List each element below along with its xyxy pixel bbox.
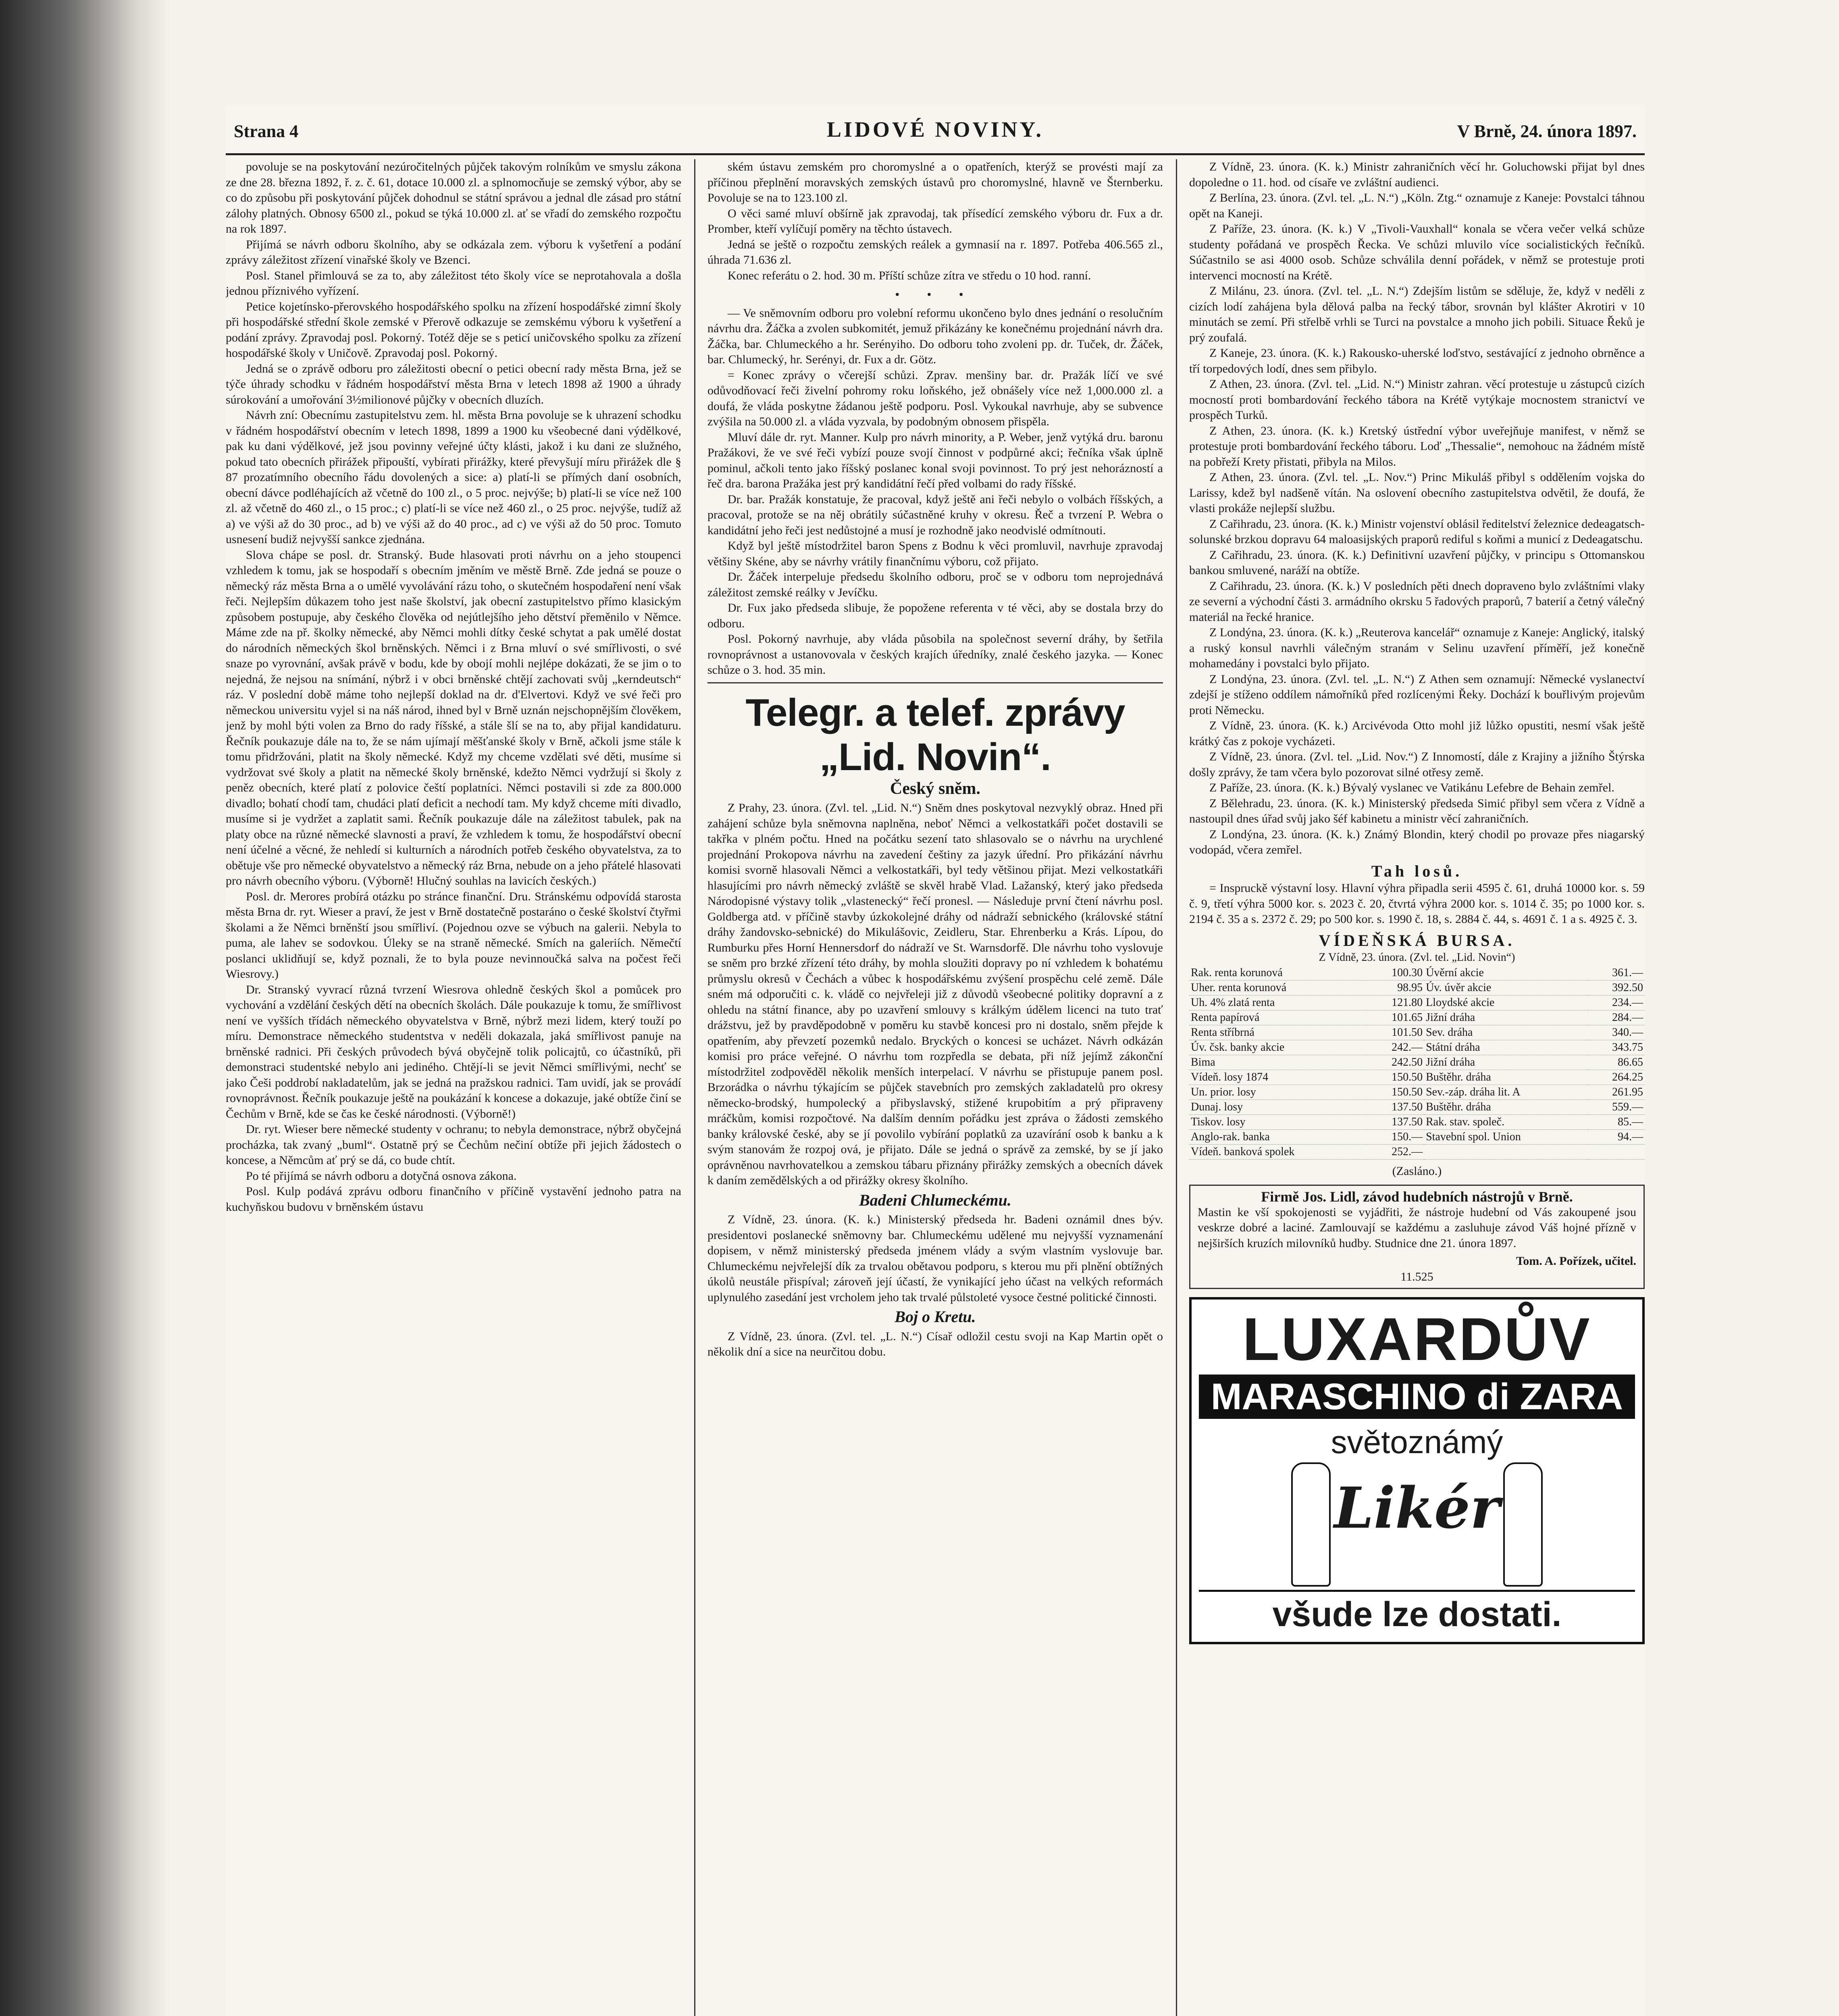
- stock-name: Un. prior. losy: [1189, 1085, 1367, 1100]
- article-paragraph: Z Prahy, 23. února. (Zvl. tel. „Lid. N.“) Sněm dnes poskytoval nezvyklý obraz. Hned při zahájení schůze byla sněmovna naplněna, neboť Němci a velkostatkáři počet dostavili se takřka v plném počtu. Hned na počátku sezení tato shlasovalo se o návrhu na urychlené projednání Prokopova návrhu na zavedení češtiny za jazyk úřední. Pro přikázání návrhu komisi svorně hlasovali Němci a velkostatkáři, byl tedy většinou přijat. Mezi velkostatkáři hlasujícími pro návrh německý zvláště se skvěl hrabě Vlad. Lažanský, který jako předseda Národopisné výstavy tolik „vlastenecký“ řečí pronesl. — Následuje první čtení návrhu posl. Goldberga atd. v příčině stavby úzkokolejné dráhy od nádraží sebnického (královské státní dráhy žandovsko-sebnické) do Mikulášovic, Zeidleru, Star. Ehrenberku a Krás. Lípou, do Rumburku přes Horní Hennersdorf do nádraží ve St. Warnsdorfě. Dle návrhu toho vyslovuje se sněm pro brzké zřízení této dráhy, by mohla sloužiti dopravy po ní vzhledem k bohatému průmyslu okresů v Čechách a vůbec k hospodářskému zvýšení prospěchu celé země. Dále sném má odporučiti c. k. vládě co nejvřeleji již z důvodů všeobecné politiky dopravní a z ohledu na státní finance, aby po uzavření smlouvy s králkým údělem licenci na tuto trať drážstvu, jež by pravděpodobně v poměru ku stavbě koncesi pro ni dostalo, sněm přejde k opatřením, aby převzetí pozemků nedalo. Bryckých o koncesi se ucházet. Návrh odkázán komisi pro práce veřejné. O návrhu tom rozpředla se debata, při níž jejímž zákonční místodržitel zodpověděl několik menších interpelací. V návrhu se přistupuje panem posl. Brzorádka o návrhu týkajícím se půjček stavebních pro zemských zakladatelů pro okresy německo-brodský, humpolecký a přibyslavský, stižené krupobitím a prý připraveny mráčkům, komisi rozpočtové. Na dalším denním pořádku jest zpráva o žádosti zemského banky královské české, aby se jí povolilo vybírání poplatků za uzavírání osob k banku a k svým stanovám že rozpoj ová, je přijato. Dále se jedná o správě za zemské, by se jí jako oprávněnou navrhovatelkou a zemskou tábaru přiznány přirážky zemských a obecních dávek k daním zemědělských a od přirážky okresy školního.: [707, 801, 1163, 1187]
- stock-name: Vídeň. banková spolek: [1189, 1144, 1367, 1159]
- sent-in-label: (Zasláno.): [1392, 1164, 1442, 1178]
- stock-row: [1189, 1144, 1645, 1159]
- article-paragraph: Z Bělehradu, 23. února. (K. k.) Ministerský předseda Simić přibyl sem včera z Vídně a nastoupil dnes úřad svůj jako šéf kabinetu a ministr věcí zahraničních.: [1189, 796, 1645, 825]
- stock-row: [1189, 966, 1645, 981]
- article-paragraph: Z Athen, 23. února. (Zvl. tel. „L. Nov.“) Princ Mikuláš přibyl s oddělením vojska do Larissy, kdež byl nadšeně vítán. Na oslovení obecního zastupitelstva odvětil, že doufá, že vlasti prokáže nejlepší službu.: [1189, 471, 1645, 515]
- column-2: [707, 159, 1163, 2016]
- column-1: [226, 159, 681, 2016]
- stock-price: 284.—: [1588, 1010, 1645, 1025]
- stock-price: 242.—: [1367, 1040, 1424, 1055]
- stock-name: Anglo-rak. banka: [1189, 1129, 1367, 1144]
- article-paragraph: Dr. Fux jako předseda slibuje, že popožene referenta v té věci, aby se dostala brzy do odboru.: [707, 601, 1163, 630]
- stock-price: 261.95: [1588, 1085, 1645, 1100]
- stock-name: Úv. úvěr akcie: [1424, 980, 1587, 995]
- reader-notice: [1189, 1185, 1645, 1289]
- article-paragraph: Z Vídně, 23. února. (K. k.) Ministr zahraničních věcí hr. Goluchowski přijat byl dnes dopoledne o 11. hod. od císaře ve zvláštní audienci.: [1189, 160, 1645, 189]
- stock-name: Dunaj. losy: [1189, 1100, 1367, 1114]
- stock-price: 86.65: [1588, 1055, 1645, 1070]
- column-3: [1189, 159, 1645, 2016]
- article-paragraph: povoluje se na poskytování nezúročitelných půjček takovým rolníkům ve smyslu zákona ze dne 28. března 1892, ř. z. č. 61, dotace 10.000 zl. a splnomocňuje se zemský výbor, aby se co do způsobu při poskytování půjček dohodnul se státní správou a jednal dle zásad pro státní zálohy platných. Obnosy 6500 zl., pokud se týká 10.000 zl. ať se vřadí do zemského rozpočtu na rok 1897.: [226, 160, 681, 235]
- stock-price: 150.50: [1367, 1085, 1424, 1100]
- stock-row: [1189, 1010, 1645, 1025]
- article-paragraph: Dr. bar. Pražák konstatuje, že pracoval, když ještě ani řeči nebylo o volbách říšských, a pracoval, protože se na něj obrátily súčastněné kruhy v okresu. Řeč a tvrzení P. Webra o kandidátní jeho řeči jest nedůstojné a musí je rozhodně jako neodvislé odmítnouti.: [707, 492, 1163, 537]
- stock-price: 101.65: [1367, 1010, 1424, 1025]
- stock-name: Buštěhr. dráha: [1424, 1070, 1587, 1085]
- notice-heading: Firmě Jos. Lidl, závod hudebních nástrojů v Brně.: [1261, 1189, 1573, 1205]
- article-paragraph: Z Cařihradu, 23. února. (K. k.) Ministr vojenství oblásil ředitelství železnice dedeagatsch-solunské brzkou dopravu 64 maloasijských praporů rediful s koňmi a municí z Dedeagatschu.: [1189, 517, 1645, 546]
- ad-tagline: světoznámý: [1331, 1424, 1503, 1460]
- ad-brand: LUXARDŮV: [1242, 1305, 1591, 1373]
- article-paragraph: Jedná se ještě o rozpočtu zemských reálek a gymnasií na r. 1897. Potřeba 406.565 zl., úhrada 71.636 zl.: [707, 237, 1163, 267]
- ad-availability: všude lze dostati.: [1199, 1590, 1635, 1635]
- article-paragraph: Z Vídně, 23. února. (Zvl. tel. „L. N.“) Císař odložil cestu svoji na Kap Martin opět o několik dní a sice na neurčitou dobu.: [707, 1329, 1163, 1358]
- article-paragraph: Přijímá se návrh odboru školního, aby se odkázala zem. výboru k vyšetření a podání zprávy záležitost zřízení vinařské školy ve Bzenci.: [226, 237, 681, 267]
- stock-name: Úv. čsk. banky akcie: [1189, 1040, 1367, 1055]
- stock-name: Rak. renta korunová: [1189, 966, 1367, 981]
- bottle-icon: [1503, 1462, 1543, 1587]
- stock-price: 559.—: [1588, 1100, 1645, 1114]
- article-paragraph: Jedná se o zprávě odboru pro záležitosti obecní o petici obecní rady města Brna, jež se týče úhrady schodku v řádném hospodářství města Brna v letech 1898 až 1900 a úhrady súrokování a umořování 3½milionové půjčky v obecních dluzích.: [226, 362, 681, 406]
- article-paragraph: ském ústavu zemském pro choromyslné a o opatřeních, kterýž se provésti mají za příčinou přeplnění moravských zemských ústavů pro choromyslné, hlavně ve Šternberku. Povoluje se na to 123.100 zl.: [707, 160, 1163, 204]
- stock-name: Státní dráha: [1424, 1040, 1587, 1055]
- section-rule: [707, 682, 1163, 683]
- stock-row: [1189, 1070, 1645, 1085]
- stock-price: 392.50: [1588, 980, 1645, 995]
- column-divider: [694, 159, 695, 2016]
- stock-row: [1189, 1055, 1645, 1070]
- article-paragraph: Dr. Žáček interpeluje předsedu školního odboru, proč se v odboru tom neprojednává záležitost zemské reálky v Jevíčku.: [707, 570, 1163, 599]
- article-title: Badeni Chlumeckému.: [859, 1191, 1011, 1209]
- article-paragraph: Z Athen, 23. února. (K. k.) Kretský ústřední výbor uveřejňuje manifest, v němž se protestuje proti bombardování řeckého táboru. Loď „Thessalie“, nemohouc na žádném místě na pobřeží Krety přistati, přibyla na Milos.: [1189, 424, 1645, 469]
- stock-price: 242.50: [1367, 1055, 1424, 1070]
- article-paragraph: Z Vídně, 23. února. (K. k.) Arcivévoda Otto mohl již lůžko opustiti, nesmí však ještě krátký čas z pokoje vycházeti.: [1189, 719, 1645, 748]
- article-paragraph: Posl. dr. Merores probírá otázku po stránce finanční. Dru. Stránskému odpovídá starosta města Brna dr. ryt. Wieser a praví, že jest v Brně dostatečně postaráno o české školství čtyřmi školami a že Němci brněnští jsou smířliví. (Pojednou ozve se výbuch na galerii. Nebyla to puma, ale lahev se sodovkou. Úleky se na straně německé. Smích na galeriích. Němečtí poslanci uklidňují se, když poznali, že to byla pouze nevinnoučká salva na počest řeči Wiesrovy.): [226, 889, 681, 981]
- stock-name: Stavební spol. Union: [1424, 1129, 1587, 1144]
- article-paragraph: Posl. Stanel přimlouvá se za to, aby záležitost této školy více se neprotahovala a došla jednou příznivého vyřízení.: [226, 269, 681, 298]
- article-paragraph: Z Londýna, 23. února. (Zvl. tel. „L. N.“) Z Athen sem oznamují: Německé vyslanectví zdejší je stíženo oddílem námořníků před rozlícenými Řeky. Dochází k bouřlivým projevům proti Německu.: [1189, 672, 1645, 717]
- stock-price: 101.50: [1367, 1025, 1424, 1040]
- article-paragraph: Z Londýna, 23. února. (K. k.) „Reuterova kancelář“ oznamuje z Kaneje: Anglický, italský a ruský konsul navrhli válečným stranám v Selinu uzavření příměří, jež konečně mohamedány i povstalci bylo přijato.: [1189, 626, 1645, 670]
- article-paragraph: Po té přijímá se návrh odboru a dotyčná osnova zákona.: [246, 1169, 517, 1183]
- stock-name: [1424, 1144, 1587, 1159]
- stock-price: 121.80: [1367, 995, 1424, 1010]
- stock-name: Rak. stav. společ.: [1424, 1114, 1587, 1129]
- article-paragraph: Z Milánu, 23. února. (Zvl. tel. „L. N.“) Zdejším listům se sděluje, že, když v neděli z cizích lodí zahájena byla dělová palba na řecký tábor, srovnán byl klášter Akrotiri v 10 minutách se zemí. Při střelbě vrhli se Turci na povstalce a mnoho jich pobili. Situace Řeků je prý zoufalá.: [1189, 284, 1645, 344]
- stock-price: 264.25: [1588, 1070, 1645, 1085]
- stock-price: 85.—: [1588, 1114, 1645, 1129]
- stock-price: 234.—: [1588, 995, 1645, 1010]
- article-paragraph: Z Berlína, 23. února. (Zvl. tel. „L. N.“) „Köln. Ztg.“ oznamuje z Kaneje: Povstalci táhnou opět na Kaneji.: [1189, 191, 1645, 220]
- stock-name: Sev.-záp. dráha lit. A: [1424, 1085, 1587, 1100]
- article-paragraph: Z Londýna, 23. února. (K. k.) Známý Blondin, který chodil po provaze přes niagarský vodopád, včera zemřel.: [1189, 827, 1645, 856]
- liqueur-advertisement: [1189, 1297, 1645, 1644]
- article-title: Boj o Kretu.: [895, 1308, 976, 1326]
- article-paragraph: — Ve sněmovním odboru pro volební reformu ukončeno bylo dnes jednání o resolučním návrhu dra. Žáčka a zvolen subkomitét, jemuž přikázány ke konečnému projednání návrh dra. Žáčka, bar. Chlumeckého a hr. Serényiho. Do odboru toho zvoleni pp. dr. Tuček, dr. Žáček, bar. Chlumecký, hr. Serényi, dr. Fux a dr. Götz.: [707, 306, 1163, 366]
- stock-name: Úvěrní akcie: [1424, 966, 1587, 981]
- stock-row: [1189, 1025, 1645, 1040]
- section-heading-telegrams: Telegr. a telef. zprávy „Lid. Novin“.: [745, 691, 1125, 779]
- stock-row: [1189, 1085, 1645, 1100]
- stock-price: 98.95: [1367, 980, 1424, 995]
- stock-price: 137.50: [1367, 1114, 1424, 1129]
- lottery-results: = Inspruckě výstavní losy. Hlavní výhra připadla serii 4595 č. 61, druhá 10000 kor. s. 59 č. 9, třetí výhra 5000 kor. s. 2023 č. 20, čtvrtá výhra 2000 kor. s. 1014 č. 35; po 1000 kor. s. 2194 č. 35 a s. 2372 č. 29; po 500 kor. s. 1990 č. 18, s. 2884 č. 44, s. 4691 č. 1 a s. 4925 č. 3.: [1189, 881, 1645, 926]
- article-paragraph: Posl. Kulp podává zprávu odboru finančního v příčině vystavění jednoho patra na kuchyňskou budovu v brněnském ústavu: [226, 1185, 681, 1214]
- stock-row: [1189, 995, 1645, 1010]
- newspaper-title: LIDOVÉ NOVINY.: [826, 117, 1044, 142]
- stock-price: 137.50: [1367, 1100, 1424, 1114]
- article-paragraph: Z Athen, 23. února. (Zvl. tel. „Lid. N.“) Ministr zahran. věcí protestuje u zástupců cizích mocností proti bombardování řeckého tábora na Krétě vytýkaje mocnostem stranictví ve prospěch Turků.: [1189, 377, 1645, 422]
- stock-name: Lloydské akcie: [1424, 995, 1587, 1010]
- stock-price: 343.75: [1588, 1040, 1645, 1055]
- lottery-title: Tah losů.: [1371, 862, 1463, 880]
- article-paragraph: Z Vídně, 23. února. (K. k.) Ministerský předseda hr. Badeni oznámil dnes býv. presidentovi poslanecké sněmovny bar. Chlumeckému udělené mu nejvyšší vyznamenání dopisem, v němž ministerský předseda jménem vlády a svým vlastním vyslovuje bar. Chlumeckému nejvřelejší dík za trvalou obětavou podporu, s kterou mu při plnění obtížných úkolů neustále přispíval; zároveň její účastí, že vynikající jeho účast na velkých reformách uplynulého zasedání jest vrcholem jeho tak trvalé půlstoleté vysoce čestné politické činnosti.: [707, 1213, 1163, 1304]
- stock-row: [1189, 1129, 1645, 1144]
- stock-price: 100.30: [1367, 966, 1424, 981]
- article-paragraph: Z Cařihradu, 23. února. (K. k.) Definitivní uzavření půjčky, v principu s Ottomanskou bankou smluvené, naráží na obtíže.: [1189, 548, 1645, 577]
- article-paragraph: Slova chápe se posl. dr. Stranský. Bude hlasovati proti návrhu on a jeho stoupenci vzhledem k tomu, jak se hospodaří s obecním jměním ve městě Brně. Zde jedná se pouze o německý ráz města Brna a o umělé vyvolávání rázu toho, o skutečném hospodaření není však řeči. Nejlepším důkazem toho jest naše školství, jak obecní zastupitelstvo přímo klasickým způsobem postupuje, aby českého člověka od nejútlejšího jeho dětství přeměnilo v Němce. Máme zde na př. školky německé, aby Němci mohli dítky české schytat a pak umělé dostat do národních německých škol brněnských. Němci i z Brna mluví o své smířlivosti, o své snaze po vyrovnání, avšak právě v bodu, kde by obojí mohli nejlépe dokázati, že se jim o to nejedná, že nejsou na snímání, nýbrž i v obci brněnské chtějí zachovati svůj „kerndeutsch“ ráz. V poslední době máme toho nejlepší doklad na dr. d'Elvertovi. Když ve své řeči pro německou universitu vyjel si na náš národ, ihned byl v Brně uznán nejschopnějším člověkem, jenž by mohl býti volen za Brno do rady říšské, a stále šlí se na to, aby přijal kandidaturu. Řečník poukazuje dále na to, že se nám ujímají měšťanské školy v Brně, ačkoli jsme stále k tomu přidržováni, platit na školy německé. Když my chceme vzdělati své děti, musíme si vydržovat své školy a platit na německé školy brněnské, kdežto Němci vydržují si školy z peněz obecních, které platí z polovice čeští poplatníci. Němci postavili si zde za 800.000 divadlo; bohatí chodí tam, chudáci platí deficit a nechodí tam. My když chceme míti divadlo, musíme si je vydržet a zaplatit sami. Řečník poukazuje dále na záležitost tabulek, pak na platy obce na různé německé slavnosti a praví, že vzhledem k tomu, že hospodářství obecní není účelné a věcné, že nehledí si kulturních a národních potřeb českého obyvatelstva, za to obětuje vše pro německé obyvatelstvo a německý ráz Brna, nebude on a jeho přátelé hlasovati pro návrh obecního výboru. (Výborně! Hlučný souhlas na lavicích českých.): [226, 548, 681, 887]
- article-paragraph: Z Kaneje, 23. února. (K. k.) Rakousko-uherské loďstvo, sestávající z jednoho obrněnce a tří torpedových lodí, dnes sem přibylo.: [1189, 346, 1645, 375]
- article-paragraph: Když byl ještě místodržitel baron Spens z Bodnu k věci promluvil, navrhuje zpravodaj většiny Skéne, aby se návrhy vrátily finančnímu výboru, což přijato.: [707, 539, 1163, 568]
- article-paragraph: Z Cařihradu, 23. února. (K. k.) V posledních pěti dnech dopraveno bylo zvláštními vlaky ze severní a východní části 3. armádního okrsku 5 řadových praporů, 7 baterií a četný válečný materiál na řecké hranice.: [1189, 579, 1645, 624]
- column-divider: [1176, 159, 1177, 2016]
- stock-row: [1189, 1114, 1645, 1129]
- stock-name: Renta papírová: [1189, 1010, 1367, 1025]
- stock-exchange-subtitle: Z Vídně, 23. února. (Zvl. tel. „Lid. Novin“): [1319, 951, 1515, 964]
- ad-liquor: Likér: [1334, 1475, 1500, 1541]
- article-paragraph: Z Vídně, 23. února. (Zvl. tel. „Lid. Nov.“) Z Innomostí, dále z Krajiny a jižního Štýrska došly zprávy, že tam včera bylo pozorovat silné otřesy země.: [1189, 750, 1645, 779]
- ad-product: MARASCHINO di ZARA: [1199, 1375, 1635, 1419]
- stock-row: [1189, 980, 1645, 995]
- article-paragraph: Z Paříže, 23. února. (K. k.) V „Tivoli-Vauxhall“ konala se včera večer velká schůze studenty pořádaná ve prospěch Řecka. Ve schůzi mluvilo více socialistických řečníků. Súčastnilo se asi 4000 osob. Schůze schválila denní pořádek, v němž se protestuje proti intervenci mocností na Krétě.: [1189, 222, 1645, 282]
- notice-signature: Tom. A. Pořízek, učitel.: [1516, 1254, 1636, 1268]
- stock-price: 150.50: [1367, 1070, 1424, 1085]
- stock-name: Tiskov. losy: [1189, 1114, 1367, 1129]
- article-paragraph: Mluví dále dr. ryt. Manner. Kulp pro návrh minority, a P. Weber, jenž vytýká dru. baronu Pražákovi, že ve své řeči vybízí pouze svojí činnost v podpůrné akci; řečníka však úplně pominul, ačkoli tento jako říšský poslanec konal svoji povinnost. To prý jest nehorázností a řeč dra. barona Pražáka jest prý kandidátní řečí před volbami do rady říšské.: [707, 430, 1163, 490]
- scan-page-edge: [0, 0, 169, 2016]
- bottle-icon: [1291, 1462, 1331, 1587]
- stock-price: 361.—: [1588, 966, 1645, 981]
- stock-price: [1588, 1144, 1645, 1159]
- article-paragraph: Návrh zní: Obecnímu zastupitelstvu zem. hl. města Brna povoluje se k uhrazení schodku v řádném hospodářství obecním v letech 1898, 1899 a 1900 ku všeobecné dani výdělkové, pak ku dani výdělkové, jež jsou povinny veřejné účty klásti, jakož i ku dani ze služného, pokud tato obecních přirážek připouští, vybírati přirážky, které převyšují míru přirážek dle § 87 prozatímního obecního řádu dovolených a sice: a) platí-li se přímých daní osobních, obecní dávce podléhajících až včetně do 100 zl., o 5 proc. nejvýše; b) platí-li se více než 100 zl. až včetně do 460 zl., o 15 proc.; c) platí-li se více než 460 zl., o 25 proc. nejvýše, tudíž až a) ve výši až do 30 proc., ad b) ve výši až do 40 proc., ad c) ve výši až do 50 proc. Tomuto usnesení budiž nejvyšší sankce zjednána.: [226, 408, 681, 546]
- section-separator: • • •: [895, 287, 976, 302]
- stock-price: 150.—: [1367, 1129, 1424, 1144]
- stock-name: Renta stříbrná: [1189, 1025, 1367, 1040]
- article-paragraph: O věci samé mluví obšírně jak zpravodaj, tak přísedící zemského výboru dr. Fux a dr. Promber, kteří vylíčují poměry na těchto ústavech.: [707, 206, 1163, 235]
- subsection-heading: Český sněm.: [890, 779, 980, 798]
- masthead: [226, 105, 1645, 155]
- article-paragraph: Dr. ryt. Wieser bere německé studenty v ochranu; to nebyla demonstrace, nýbrž obyčejná procházka, tak zvaný „buml“. Ostatně prý se Čechům nečiní obtíže při jejich žádostech o koncese, a Němcům ať prý se dá, co bude chtít.: [226, 1123, 681, 1167]
- stock-price: 252.—: [1367, 1144, 1424, 1159]
- article-paragraph: Dr. Stranský vyvrací různá tvrzení Wiesrova ohledně českých škol a pomůcek pro vychování a vzdělání českých dětí na obecních školách. Dále poukazuje k tomu, že smířlivost není ve vyšších třídách německého obyvatelstva v Brně, nýbrž mezi lidem, který touží po míru. Demonstrace německého studentstva v neděli dokazala, jaká smířlivost panuje na brněnské radnici. Při českých průvodech bývá obyčejně tolik policajtů, co účastníků, při demonstraci studentské nebylo ani jediného. Chtějí-li se jevit Němci smířlivými, nechť se jako Češi poddrobí nakladatelům, jak se jedná na pražskou radnici. Tam uvidí, jak se provádí rovnoprávnost. Řečník poukazuje ještě na poukázání k koncese a dokazuje, jaké obtíže činí se Čechům v Brně, kde se čas ke české národnosti. (Výborně!): [226, 983, 681, 1120]
- stock-exchange-table: [1189, 966, 1645, 1160]
- stock-name: Jižní dráha: [1424, 1055, 1587, 1070]
- stock-name: Uh. 4% zlatá renta: [1189, 995, 1367, 1010]
- newspaper-page: [226, 105, 1645, 2016]
- stock-name: Jižní dráha: [1424, 1010, 1587, 1025]
- stock-exchange-title: VÍDEŇSKÁ BURSA.: [1319, 931, 1515, 950]
- issue-date: V Brně, 24. února 1897.: [1457, 121, 1637, 141]
- stock-name: Vídeň. losy 1874: [1189, 1070, 1367, 1085]
- article-paragraph: = Konec zprávy o včerejší schůzi. Zprav. menšiny bar. dr. Pražák líčí ve své odůvodňovací řeči živelní pohromy roku loňského, jež obnášely více než 1,000.000 zl. a doufá, že vláda poskytne žádanou ještě podporu. Posl. Vykoukal navrhuje, aby se subvence zvýšila na 50.000 zl. a vláda vyzvala, by podobným obnosem přispěla.: [707, 368, 1163, 428]
- stock-price: 94.—: [1588, 1129, 1645, 1144]
- stock-row: [1189, 1100, 1645, 1114]
- stock-name: Uher. renta korunová: [1189, 980, 1367, 995]
- notice-text: Mastin ke vší spokojenosti se vyjádřiti, že nástroje hudební od Vás zakoupené jsou veskrze dobré a laciné. Zamlouvají se každému a zasluhuje závod Váš hojné přízně v nejširších kruzích milovníků hudby. Studnice dne 21. února 1897.: [1198, 1205, 1636, 1250]
- stock-price: 340.—: [1588, 1025, 1645, 1040]
- article-paragraph: Posl. Pokorný navrhuje, aby vláda působila na společnost severní dráhy, by šetřila rovnoprávnost a ustanovovala v českých krajích úředníky, znalé českého jazyka. — Konec schůze o 3. hod. 35 min.: [707, 632, 1163, 677]
- stock-name: Buštěhr. dráha: [1424, 1100, 1587, 1114]
- stock-row: [1189, 1040, 1645, 1055]
- stock-name: Sev. dráha: [1424, 1025, 1587, 1040]
- article-paragraph: Konec referátu o 2. hod. 30 m. Příští schůze zítra ve středu o 10 hod. ranní.: [728, 269, 1091, 282]
- page-number: Strana 4: [234, 121, 299, 141]
- stock-name: Bima: [1189, 1055, 1367, 1070]
- article-paragraph: Z Paříže, 23. února. (K. k.) Bývalý vyslanec ve Vatikánu Lefebre de Behain zemřel.: [1209, 781, 1614, 794]
- article-paragraph: Petice kojetínsko-přerovského hospodářského spolku na zřízení hospodářské zimní školy při hospodářské střední škole zemské v Přerově odkazuje se zemskému výboru k vyšetření a podání zprávy. Zpravodaj posl. Pokorný. Totéž děje se s peticí uničovského spolku za zřízení hospodářské školy v Uničově. Zpravodaj posl. Pokorný.: [226, 300, 681, 360]
- notice-number: 11.525: [1400, 1270, 1433, 1283]
